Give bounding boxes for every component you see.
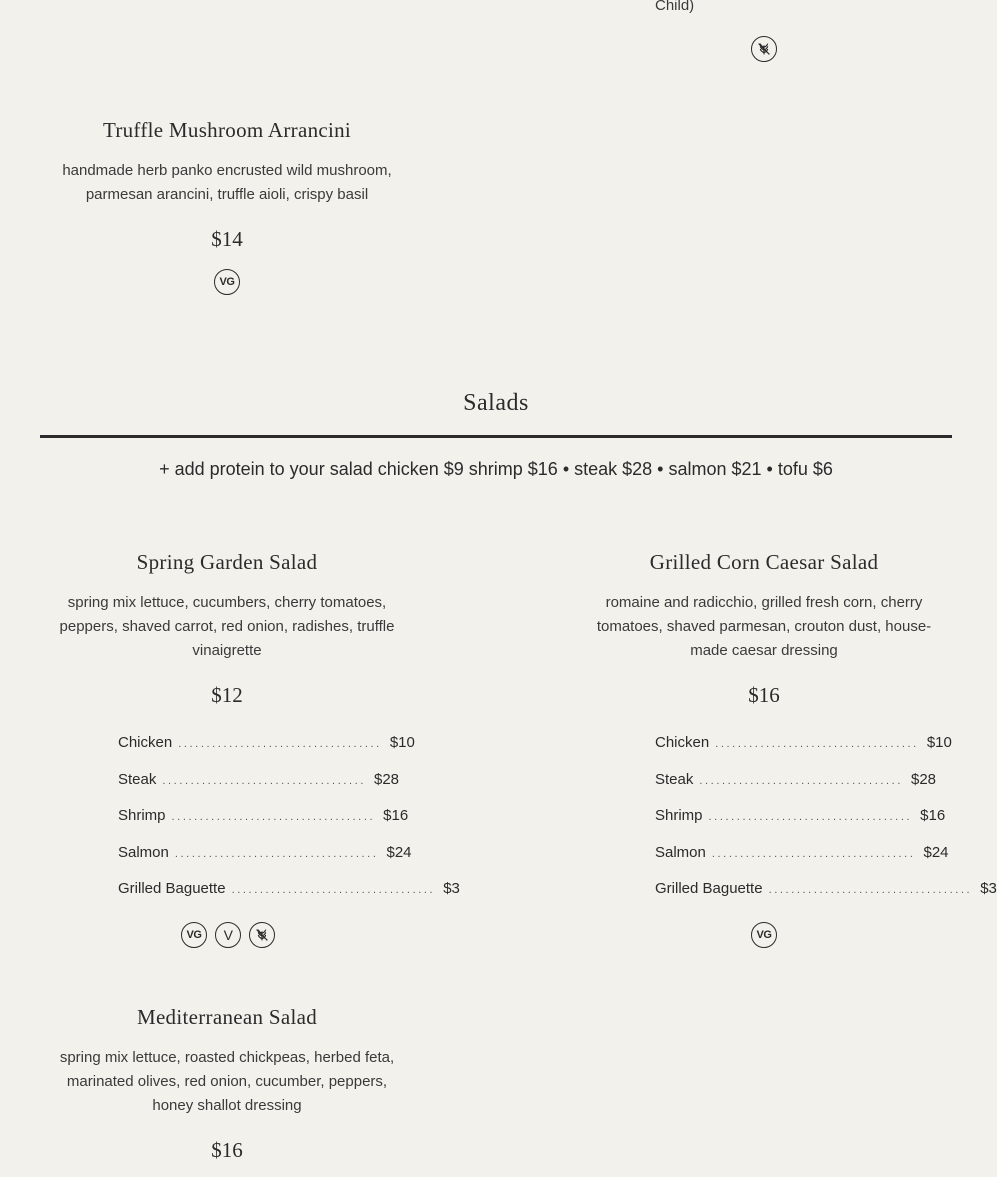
addon-row	[655, 843, 949, 881]
item-price: $16	[211, 1138, 243, 1162]
addon-leader-dots: ....................................	[768, 884, 973, 897]
addon-label: Chicken	[118, 734, 173, 751]
addon-row	[118, 843, 412, 881]
addon-price: $16	[920, 807, 946, 825]
addon-leader-dots: ....................................	[715, 738, 919, 750]
addon-list	[655, 734, 997, 917]
addon-leader-dots: ....................................	[699, 774, 903, 787]
item-price: $14	[211, 227, 243, 251]
dietary-badges	[751, 922, 777, 948]
addon-label: Salmon	[655, 843, 706, 861]
previous-item-badges	[751, 36, 777, 62]
item-title: Truffle Mushroom Arrancini	[102, 118, 352, 142]
addon-leader-dots: ....................................	[162, 774, 366, 787]
addon-leader-dots: ....................................	[174, 847, 379, 860]
addon-row	[118, 807, 409, 844]
vegetarian-badge: V	[215, 922, 241, 948]
addon-price: $16	[383, 807, 409, 825]
addon-leader-dots: ....................................	[708, 811, 913, 824]
desc-line: honey shallot dressing	[152, 1097, 302, 1114]
addon-row	[655, 770, 937, 808]
addon-label: Shrimp	[118, 807, 166, 825]
desc-line: romaine and radicchio, grilled fresh corn, cherry	[605, 594, 923, 611]
addon-price: $10	[389, 734, 415, 751]
dietary-badges	[27, 269, 427, 295]
addon-label: Steak	[655, 770, 694, 788]
protein-add-note: + add protein to your salad chicken $9 shrimp $16 • steak $28 • salmon $21 • tofu $6	[159, 459, 833, 479]
desc-line: marinated olives, red onion, cucumber, peppers,	[66, 1073, 388, 1090]
addon-label: Salmon	[118, 843, 169, 861]
desc-line: handmade herb panko encrusted wild mushroom,	[62, 162, 392, 179]
addon-row	[655, 880, 997, 917]
addon-row	[655, 734, 952, 771]
addon-leader-dots: ....................................	[171, 811, 376, 824]
addon-leader-dots: ....................................	[178, 738, 382, 750]
item-price: $16	[748, 683, 780, 707]
addon-price: $3	[443, 880, 460, 898]
desc-line: made caesar dressing	[690, 642, 838, 659]
addon-price: $24	[923, 843, 949, 861]
item-description	[27, 591, 427, 663]
vegan-badge: VG	[751, 922, 777, 948]
section-title-salads: Salads	[463, 390, 529, 416]
addon-leader-dots: ....................................	[711, 847, 916, 860]
item-title: Mediterranean Salad	[136, 1005, 318, 1029]
desc-line: peppers, shaved carrot, red onion, radishes, truffle	[59, 618, 395, 635]
addon-row	[118, 734, 415, 771]
addon-price: $28	[910, 770, 937, 788]
addon-price: $10	[926, 734, 952, 751]
desc-line: tomatoes, shaved parmesan, crouton dust, house-	[596, 618, 932, 635]
addon-list	[118, 734, 460, 917]
addon-label: Shrimp	[655, 807, 703, 825]
previous-item-desc-fragment: Child)	[655, 0, 695, 14]
addon-label: Grilled Baguette	[118, 880, 226, 898]
addon-row	[655, 807, 946, 844]
item-description	[564, 591, 964, 663]
addon-leader-dots: ....................................	[231, 884, 436, 897]
item-title: Grilled Corn Caesar Salad	[649, 550, 879, 574]
vegan-badge: VG	[214, 269, 240, 295]
desc-line: spring mix lettuce, cucumbers, cherry tomatoes,	[67, 594, 387, 611]
desc-line: spring mix lettuce, roasted chickpeas, herbed feta,	[59, 1049, 395, 1066]
item-price: $12	[211, 683, 243, 707]
menu-item-arrancini	[27, 118, 427, 295]
menu-item-mediterranean-salad	[27, 1005, 427, 1163]
item-description	[27, 1046, 427, 1118]
addon-label: Grilled Baguette	[655, 880, 763, 898]
menu-item-spring-garden-salad	[27, 550, 427, 708]
desc-line: vinaigrette	[192, 642, 262, 659]
addon-label: Steak	[118, 770, 157, 788]
item-description	[27, 159, 427, 207]
addon-price: $24	[386, 843, 412, 861]
addon-row	[118, 880, 460, 917]
addon-label: Chicken	[655, 734, 710, 751]
item-title: Spring Garden Salad	[136, 550, 318, 574]
addon-row	[118, 770, 400, 808]
addon-price: $3	[980, 880, 997, 898]
gluten-free-icon	[249, 922, 275, 948]
menu-item-grilled-corn-caesar-salad	[564, 550, 964, 708]
vegan-badge: VG	[181, 922, 207, 948]
desc-line: parmesan arancini, truffle aioli, crispy basil	[85, 186, 369, 203]
gluten-free-icon	[751, 36, 777, 62]
dietary-badges	[178, 922, 278, 948]
section-divider	[40, 435, 952, 438]
addon-price: $28	[373, 770, 400, 788]
